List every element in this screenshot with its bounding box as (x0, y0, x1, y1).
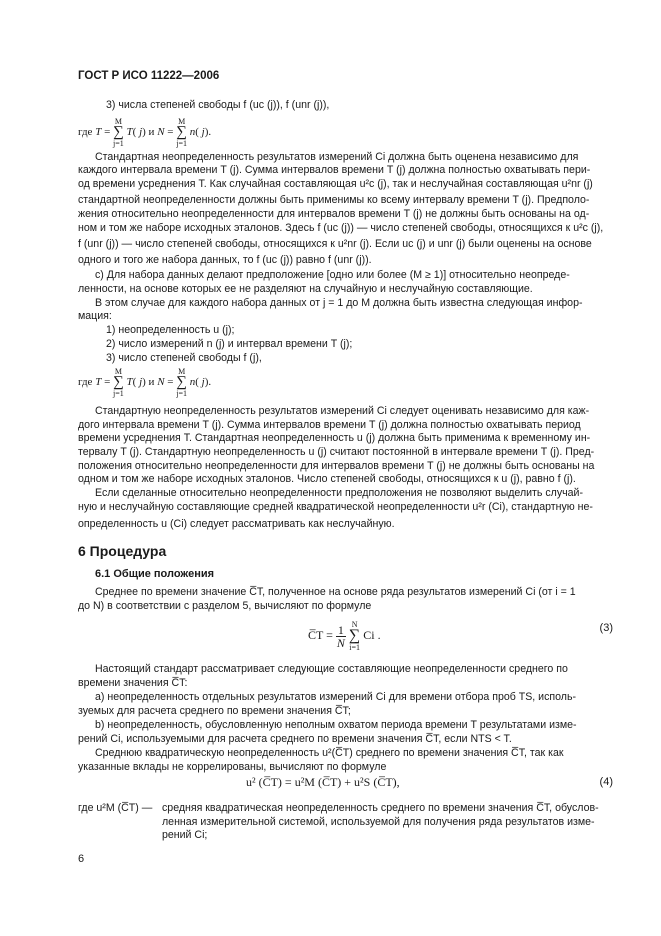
text-line: 3) числа степеней свободы f (uc (j)), f (unr (j)), (106, 99, 330, 111)
text-line: рений Ci, используемыми для расчета среднего по времени значения C̅T, если NTS < T. (78, 733, 512, 745)
eq3-sum-bottom: i=1 (349, 643, 360, 652)
text-line: b) неопределенность, обусловленную неполным охватом периода времени T результатами изме- (95, 719, 577, 731)
text-line: определенность u (Ci) следует рассматривать как неслучайную. (78, 518, 395, 530)
text-line: дого интервала времени T (j). Сумма интервалов времени T (j) должна полностью охватывать период (78, 419, 581, 431)
formula-sum-1 (78, 117, 211, 148)
text-line: 1) неопределенность u (j); (106, 324, 235, 336)
text-line: В этом случае для каждого набора данных от j = 1 до M должна быть известна следующая инфор- (95, 297, 583, 309)
section-title: 6 Процедура (78, 543, 167, 559)
text-line: 3) число степеней свободы f (j), (106, 352, 262, 364)
eq3-numerator: 1 (337, 622, 344, 637)
sum-lower-limit: j=1 (113, 139, 124, 148)
definition-line: рений Ci; (162, 829, 208, 841)
definition-line: средняя квадратическая неопределенность среднего по времени значения C̅T, обуслов- (162, 802, 599, 814)
text-line: Стандартную неопределенность результатов измерений Ci следует оценивать независимо для каж- (95, 405, 590, 417)
text-line: зуемых для расчета среднего по времени значения C̅T; (78, 705, 351, 717)
text-line: стандартной неопределенности должны быть применимы ко всему интервалу времени T (j). Предполо- (78, 194, 590, 206)
text-line: а) неопределенность отдельных результатов измерений Ci для времени отбора проб TS, исполь- (95, 691, 577, 703)
text-line: каждого интервала времени T (j). Сумма интервалов времени T (j) должна полностью охватывать пери- (78, 164, 591, 176)
equation-4-number: (4) (599, 776, 613, 788)
formula-sum-2 (78, 367, 211, 398)
sum-upper-limit: M (114, 117, 122, 126)
text-line: времени значения C̅T: (78, 677, 188, 689)
text-line: мация: (78, 310, 112, 322)
text-line: жения относительно неопределенности для интервалов времени T (j) не должны быть основаны на од- (78, 208, 590, 220)
text-line: с) Для набора данных делают предположение [одно или более (M ≥ 1)] относительно неопреде- (95, 269, 570, 281)
definition-term: где u²M (C̅T) — (78, 802, 153, 814)
text-line: одного и того же набора данных, то f (uc (j)) равно f (unr (j)). (78, 254, 372, 266)
subsection-title: 6.1 Общие положения (95, 568, 215, 580)
text-line: положения относительно неопределенности для интервалов времени T (j) не должны быть основаны на (78, 460, 595, 472)
document-header: ГОСТ Р ИСО 11222—2006 (78, 70, 220, 82)
eq3-sum-top: N (351, 620, 358, 629)
page-number: 6 (78, 853, 85, 865)
text-line: до N) в соответствии с разделом 5, вычисляют по формуле (78, 600, 372, 612)
eq3-lhs: C̅T = (308, 627, 336, 642)
text-line: ную и неслучайную составляющие средней квадратической неопределенности u²r (Ci), стандартную не- (78, 501, 593, 513)
formula-text: где T = M ∑ j=1 T( j) и N = M ∑ j=1 n( j). (78, 367, 212, 398)
text-line: времени усреднения T. Стандартная неопределенность u (j) должна быть применима к временному ин- (78, 432, 591, 444)
text-line: Среднее по времени значение C̅T, полученное на основе ряда результатов измерений Ci (от i = 1 (95, 586, 576, 598)
text-line: Если сделанные относительно неопределенности предположения не позволяют выделить случай- (95, 487, 583, 499)
definition-line: ленная измерительной системой, используемой для получения ряда результатов изме- (162, 815, 595, 828)
text-line: одном и том же наборе исходных эталонов. Число степеней свободы, относящихся к u (j), равно f (j). (78, 473, 576, 485)
definition-text (162, 802, 599, 843)
equation-4: u² (C̅T) = u²M (C̅T) + u²S (C̅T), (246, 775, 400, 789)
eq3-rhs: Ci . (363, 627, 381, 642)
text-line: ленности, на основе которых ее не разделяют на случайную и неслучайную составляющие. (78, 283, 533, 295)
text-line: f (unr (j)) — число степеней свободы, относящихся к u²nr (j). Если uc (j) и unr (j) были оценены на основе (78, 238, 592, 250)
equation-3-number: (3) (599, 622, 613, 634)
text-line: тервалу T (j). Стандартную неопределенность u (j) считают постоянной в интервале времени T (j). Пред- (78, 446, 595, 458)
formula-text: где T = M ∑ j=1 T( j) и N = M ∑ j=1 n( j). (78, 117, 212, 148)
text-line: Среднюю квадратическую неопределенность u²(C̅T) среднего по времени значения C̅T, так как (95, 747, 564, 759)
equation-3: C̅T = $\frac{1}{N}$ N ∑ i=1 Ci . (308, 620, 381, 652)
text-line: Настоящий стандарт рассматривает следующие составляющие неопределенности среднего по (95, 663, 568, 675)
text-line: 2) число измерений n (j) и интервал времени T (j); (106, 338, 353, 350)
text-line: Стандартная неопределенность результатов измерений Ci должна быть оценена независимо для (95, 151, 579, 163)
text-line: од времени усреднения T. Как случайная составляющая u²c (j), так и неслучайная составляющая u²nr (j) (78, 178, 593, 190)
text-line: указанные вклады не коррелированы, вычисляют по формуле (78, 761, 387, 773)
eq3-denominator: N (336, 635, 345, 650)
text-line: ном и том же наборе исходных эталонов. Здесь f (uc (j)) — число степеней свободы, относящихся к u²c (j), (78, 222, 604, 234)
